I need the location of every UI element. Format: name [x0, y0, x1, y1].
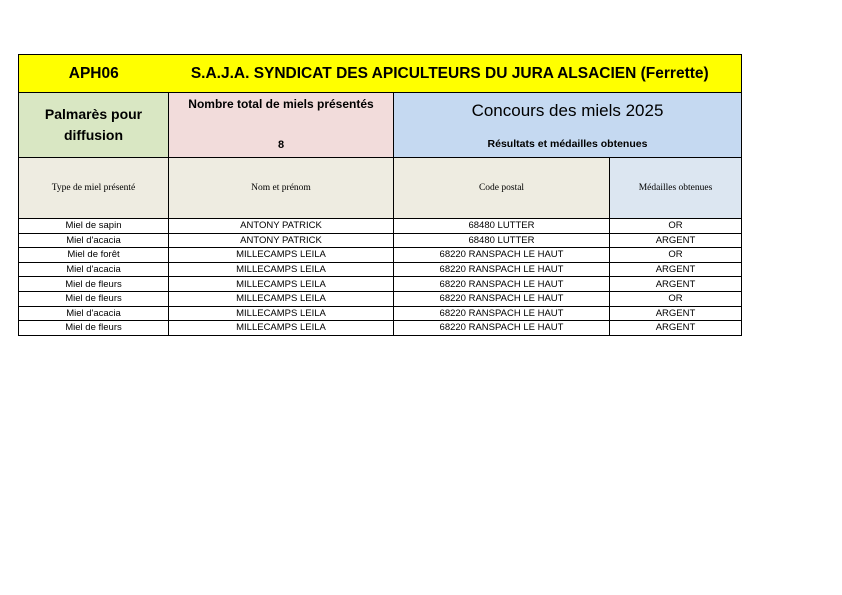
table-row	[19, 233, 742, 248]
contest-subtitle: Résultats et médailles obtenues	[487, 138, 648, 150]
results-sheet	[18, 54, 741, 336]
cell-medal: ARGENT	[610, 233, 742, 248]
cell-honey-type: Miel d'acacia	[19, 262, 169, 277]
cell-name: MILLECAMPS LEILA	[169, 306, 394, 321]
column-header-row	[19, 158, 742, 219]
cell-medal: ARGENT	[610, 321, 742, 336]
cell-name: MILLECAMPS LEILA	[169, 321, 394, 336]
cell-honey-type: Miel d'acacia	[19, 233, 169, 248]
cell-honey-type: Miel d'acacia	[19, 306, 169, 321]
table-row	[19, 306, 742, 321]
results-table	[18, 54, 742, 336]
table-row	[19, 219, 742, 234]
table-row	[19, 277, 742, 292]
cell-medal: OR	[610, 219, 742, 234]
cell-medal: ARGENT	[610, 262, 742, 277]
association-title: S.A.J.A. SYNDICAT DES APICULTEURS DU JURA ALSACIEN (Ferrette)	[169, 55, 742, 93]
column-header-postal: Code postal	[394, 158, 610, 219]
cell-postal-code: 68220 RANSPACH LE HAUT	[394, 262, 610, 277]
cell-honey-type: Miel de fleurs	[19, 321, 169, 336]
cell-postal-code: 68220 RANSPACH LE HAUT	[394, 321, 610, 336]
cell-honey-type: Miel de forêt	[19, 248, 169, 263]
cell-postal-code: 68480 LUTTER	[394, 219, 610, 234]
title-row	[19, 55, 742, 93]
cell-honey-type: Miel de fleurs	[19, 291, 169, 306]
table-row	[19, 262, 742, 277]
cell-postal-code: 68220 RANSPACH LE HAUT	[394, 306, 610, 321]
cell-honey-type: Miel de fleurs	[19, 277, 169, 292]
cell-postal-code: 68220 RANSPACH LE HAUT	[394, 291, 610, 306]
contest-cell	[394, 93, 742, 158]
cell-postal-code: 68220 RANSPACH LE HAUT	[394, 248, 610, 263]
total-value: 8	[277, 139, 285, 151]
cell-postal-code: 68220 RANSPACH LE HAUT	[394, 277, 610, 292]
cell-name: MILLECAMPS LEILA	[169, 291, 394, 306]
total-label: Nombre total de miels présentés	[188, 97, 374, 111]
cell-name: MILLECAMPS LEILA	[169, 262, 394, 277]
cell-name: MILLECAMPS LEILA	[169, 248, 394, 263]
column-header-type: Type de miel présenté	[19, 158, 169, 219]
cell-postal-code: 68480 LUTTER	[394, 233, 610, 248]
cell-medal: ARGENT	[610, 306, 742, 321]
total-cell	[169, 93, 394, 158]
table-row	[19, 291, 742, 306]
column-header-medal: Médailles obtenues	[610, 158, 742, 219]
table-row	[19, 321, 742, 336]
cell-name: ANTONY PATRICK	[169, 219, 394, 234]
cell-medal: ARGENT	[610, 277, 742, 292]
cell-medal: OR	[610, 291, 742, 306]
contest-title: Concours des miels 2025	[471, 101, 664, 120]
cell-name: ANTONY PATRICK	[169, 233, 394, 248]
cell-medal: OR	[610, 248, 742, 263]
palmares-label: Palmarès pour diffusion	[19, 93, 169, 158]
column-header-name: Nom et prénom	[169, 158, 394, 219]
cell-honey-type: Miel de sapin	[19, 219, 169, 234]
cell-name: MILLECAMPS LEILA	[169, 277, 394, 292]
table-row	[19, 248, 742, 263]
info-row	[19, 93, 742, 158]
association-code: APH06	[19, 55, 169, 93]
